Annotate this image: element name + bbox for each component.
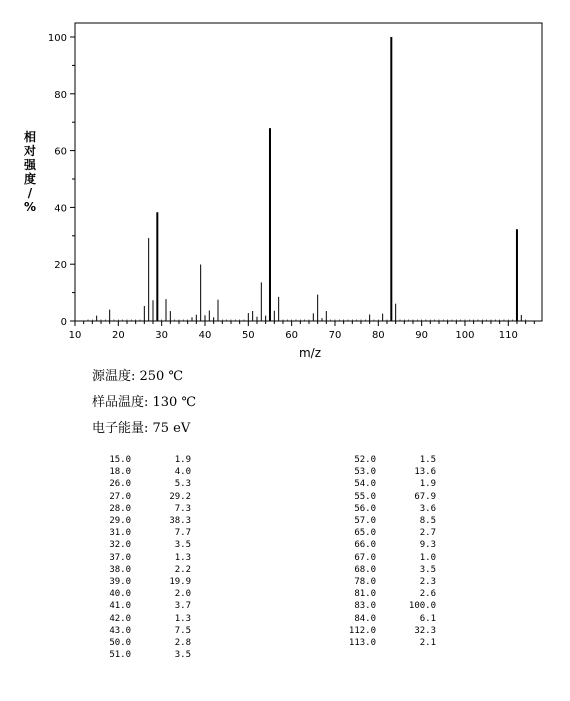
instrument-conditions: [92, 364, 196, 442]
peak-mz: 18.0: [109, 467, 131, 478]
peak-table-row: [91, 625, 191, 637]
peak-table-row: [336, 527, 436, 539]
peak-table-row: [336, 478, 436, 490]
peak-intensity: 29.2: [169, 491, 191, 502]
y-axis-label-char: /: [27, 186, 33, 200]
peak-intensity: 32.3: [414, 625, 436, 636]
peak-intensity: 13.6: [414, 467, 436, 478]
peak-intensity: 9.3: [419, 540, 436, 551]
x-tick-label: 100: [455, 330, 475, 341]
peak-table-row: [91, 503, 191, 515]
peak-mz: 38.0: [109, 564, 131, 575]
source-temperature: 源温度: 250 ℃: [92, 369, 184, 384]
y-tick-label: 40: [54, 203, 67, 215]
peak-table-row: [336, 600, 436, 612]
peak-mz: 56.0: [354, 503, 376, 514]
chart-axes: [48, 23, 542, 341]
peak-mz: 66.0: [354, 540, 376, 551]
peak-intensity: 4.0: [174, 467, 191, 478]
peak-mz: 52.0: [354, 455, 376, 465]
peak-table-row: [91, 466, 191, 478]
x-tick-label: 40: [198, 330, 212, 341]
peak-mz: 57.0: [354, 516, 376, 527]
peak-mz: 67.0: [354, 552, 376, 563]
y-tick-label: 80: [54, 89, 67, 101]
peak-table-row: [91, 539, 191, 551]
peak-intensity: 2.7: [419, 528, 436, 539]
peak-mz: 112.0: [348, 625, 376, 636]
peak-mz: 53.0: [354, 467, 376, 478]
y-axis-label-char: 相: [23, 130, 36, 144]
peak-table-row: [336, 564, 436, 576]
peak-mz: 81.0: [354, 589, 376, 600]
electron-energy: 电子能量: 75 eV: [92, 421, 191, 436]
peak-table-row: [91, 527, 191, 539]
peak-intensity: 6.1: [419, 613, 436, 624]
peak-table-row: [91, 637, 191, 649]
x-tick-label: 30: [155, 330, 169, 341]
x-tick-label: 50: [241, 330, 255, 341]
peak-table-row: [336, 491, 436, 503]
peak-mz: 54.0: [354, 479, 376, 490]
peak-mz: 42.0: [109, 613, 131, 624]
y-axis-label-char: 对: [23, 144, 36, 158]
plot-frame: [75, 23, 542, 321]
peak-table-row: [336, 539, 436, 551]
peak-table-row: [336, 515, 436, 527]
peak-table-row: [91, 613, 191, 625]
peak-intensity: 2.3: [419, 577, 436, 588]
peak-table-row: [91, 515, 191, 527]
peak-table-row: [336, 588, 436, 600]
peak-intensity: 100.0: [408, 601, 436, 612]
peak-table-right: [336, 454, 436, 649]
peak-table-row: [336, 503, 436, 515]
peak-table-row: [91, 454, 191, 466]
peak-table-row: [336, 637, 436, 649]
peak-mz: 29.0: [109, 516, 131, 527]
peak-table-row: [336, 613, 436, 625]
x-tick-label: 90: [415, 330, 429, 341]
peak-table-row: [91, 649, 191, 661]
y-axis-label-char: 度: [23, 172, 36, 186]
x-tick-label: 80: [371, 330, 385, 341]
peak-table-row: [91, 600, 191, 612]
peak-mz: 55.0: [354, 491, 376, 502]
peak-mz: 27.0: [109, 491, 131, 502]
chart-bars: [97, 37, 522, 321]
peak-intensity: 1.3: [174, 613, 191, 624]
peak-mz: 113.0: [348, 638, 376, 649]
peak-mz: 31.0: [109, 528, 131, 539]
peak-intensity: 2.1: [419, 638, 436, 649]
peak-intensity: 2.0: [174, 589, 191, 600]
peak-mz: 51.0: [109, 650, 131, 661]
peak-mz: 84.0: [354, 613, 376, 624]
peak-mz: 15.0: [109, 455, 131, 465]
peak-intensity: 3.5: [174, 540, 191, 551]
x-tick-label: 60: [285, 330, 299, 341]
x-tick-label: 10: [68, 330, 82, 341]
sample-temperature: 样品温度: 130 ℃: [92, 395, 197, 410]
peak-table-row: [91, 491, 191, 503]
peak-intensity: 2.8: [174, 638, 191, 649]
peak-table-row: [91, 588, 191, 600]
peak-mz: 40.0: [109, 589, 131, 600]
peak-mz: 83.0: [354, 601, 376, 612]
peak-table-row: [91, 576, 191, 588]
peak-intensity: 2.2: [174, 564, 191, 575]
peak-mz: 65.0: [354, 528, 376, 539]
peak-intensity: 5.3: [174, 479, 191, 490]
x-tick-label: 110: [498, 330, 518, 341]
peak-intensity: 3.5: [419, 564, 436, 575]
y-axis-label-char: 强: [23, 158, 36, 172]
y-axis-label-char: %: [23, 200, 37, 214]
peak-intensity: 8.5: [419, 516, 436, 527]
peak-intensity: 1.9: [174, 455, 191, 465]
peak-table-row: [336, 466, 436, 478]
peak-intensity: 1.3: [174, 552, 191, 563]
peak-mz: 43.0: [109, 625, 131, 636]
peak-intensity: 7.7: [174, 528, 191, 539]
y-tick-label: 20: [54, 260, 67, 272]
peak-mz: 26.0: [109, 479, 131, 490]
peak-intensity: 1.0: [419, 552, 436, 563]
peak-table-row: [336, 454, 436, 466]
y-tick-label: 60: [54, 146, 67, 158]
x-tick-label: 70: [328, 330, 342, 341]
peak-intensity: 67.9: [414, 491, 436, 502]
peak-intensity: 2.6: [419, 589, 436, 600]
y-tick-label: 100: [47, 33, 67, 44]
peak-table-row: [336, 625, 436, 637]
peak-intensity: 7.5: [174, 625, 191, 636]
peak-intensity: 19.9: [169, 577, 191, 588]
peak-table-row: [91, 478, 191, 490]
peak-intensity: 38.3: [169, 516, 191, 527]
peak-intensity: 1.9: [419, 479, 436, 490]
peak-table-row: [91, 552, 191, 564]
peak-intensity: 1.5: [419, 455, 436, 465]
peak-mz: 50.0: [109, 638, 131, 649]
peak-mz: 37.0: [109, 552, 131, 563]
y-axis-label: [22, 130, 38, 214]
peak-table-row: [336, 552, 436, 564]
peak-mz: 39.0: [109, 577, 131, 588]
peak-mz: 28.0: [109, 503, 131, 514]
peak-intensity: 3.6: [419, 503, 436, 514]
peak-intensity: 7.3: [174, 503, 191, 514]
y-tick-label: 0: [60, 317, 67, 328]
peak-table-row: [336, 576, 436, 588]
peak-table-left: [91, 454, 191, 661]
peak-mz: 41.0: [109, 601, 131, 612]
peak-mz: 78.0: [354, 577, 376, 588]
peak-table-row: [91, 564, 191, 576]
peak-mz: 32.0: [109, 540, 131, 551]
peak-mz: 68.0: [354, 564, 376, 575]
peak-intensity: 3.7: [174, 601, 191, 612]
peak-intensity: 3.5: [174, 650, 191, 661]
x-tick-label: 20: [111, 330, 125, 341]
x-axis-label: m/z: [298, 346, 322, 360]
